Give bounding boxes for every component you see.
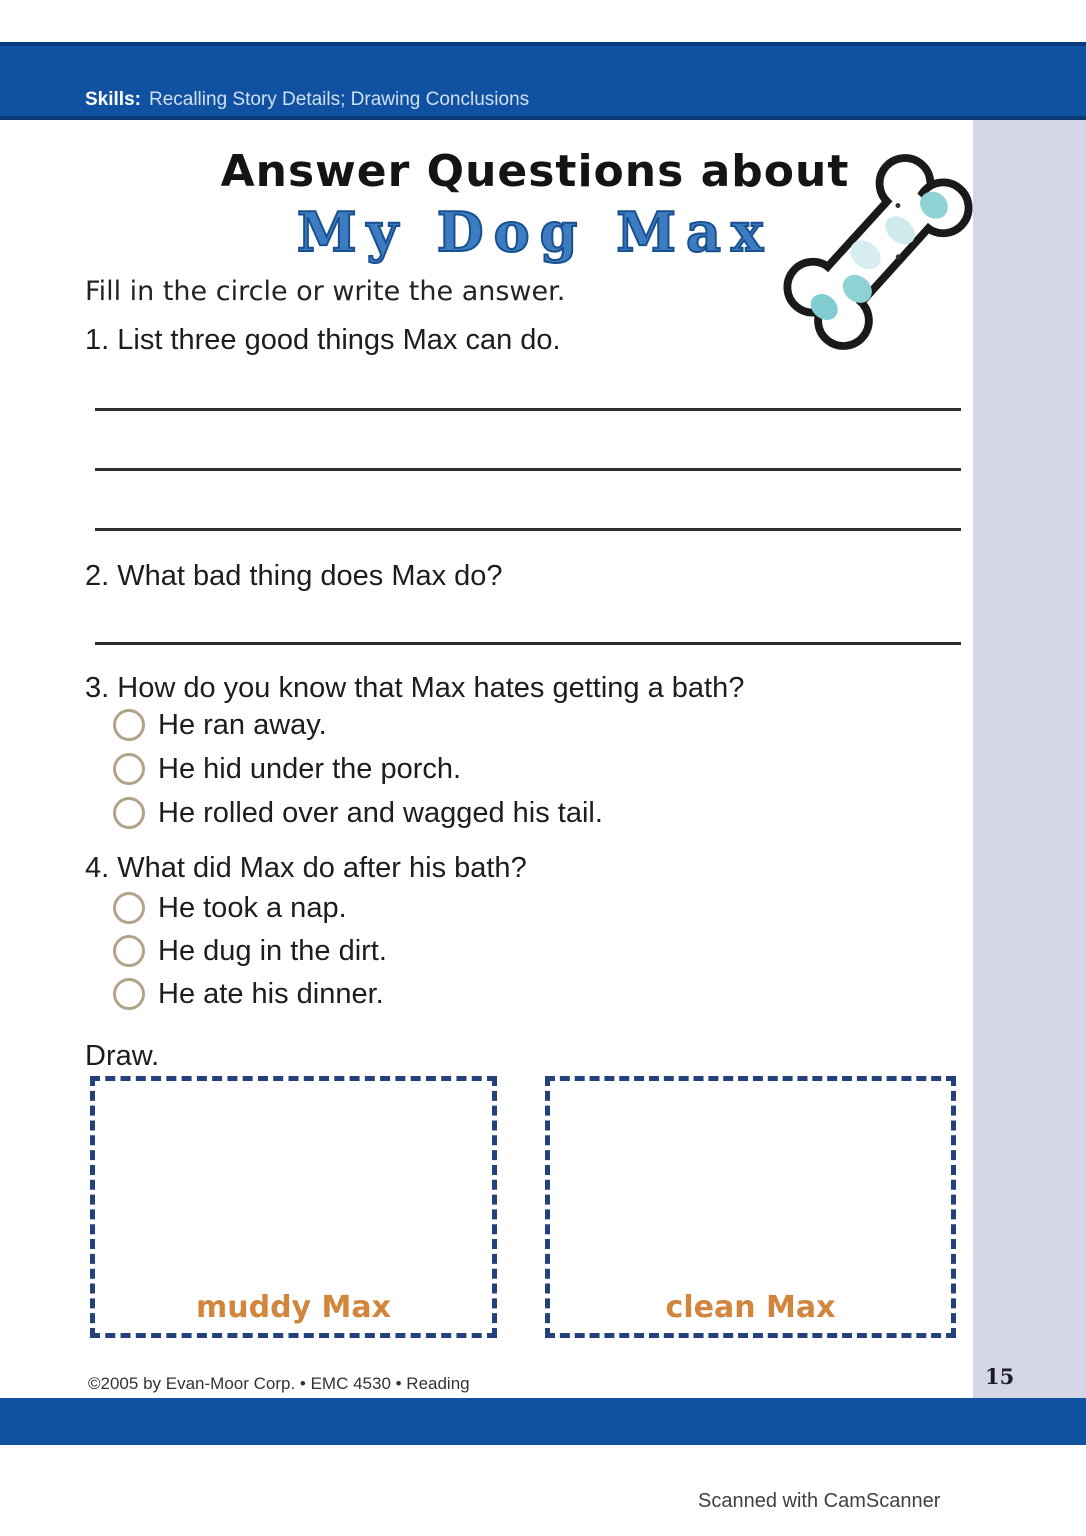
camscanner-watermark: Scanned with CamScanner [698,1490,941,1512]
q3-option-3-label: He rolled over and wagged his tail. [158,796,603,829]
question-2-number: 2. [85,560,110,592]
question-3 [85,672,744,705]
q3-option-1-radio[interactable] [113,709,145,741]
q4-option-2 [113,934,387,968]
q4-option-1-radio[interactable] [113,892,145,924]
q3-option-1-label: He ran away. [158,708,327,741]
story-title: My Dog Max [296,200,774,264]
q3-option-3 [113,796,603,830]
page-edge-strip [973,120,1086,1398]
copyright-line: ©2005 by Evan-Moor Corp. • EMC 4530 • Reading [88,1374,470,1393]
q4-option-2-radio[interactable] [113,935,145,967]
answer-line-q1-1[interactable] [95,408,961,411]
question-4-number: 4. [85,852,110,884]
draw-box-clean-caption: clean Max [665,1290,836,1325]
q3-option-2-label: He hid under the porch. [158,752,462,785]
q4-option-3-label: He ate his dinner. [158,977,384,1010]
question-4 [85,852,527,885]
question-2 [85,560,503,593]
question-4-text: What did Max do after his bath? [117,852,527,884]
q4-option-3-radio[interactable] [113,978,145,1010]
q4-option-1-label: He took a nap. [158,891,347,924]
q3-option-2-radio[interactable] [113,753,145,785]
q4-option-3 [113,977,384,1011]
answer-line-q1-2[interactable] [95,468,961,471]
q3-option-1 [113,708,327,742]
question-2-text: What bad thing does Max do? [117,560,503,592]
question-1 [85,324,561,357]
bottom-bar [0,1398,1086,1445]
page-title: Answer Questions about [220,146,850,197]
draw-box-muddy-max[interactable] [90,1076,497,1338]
draw-box-muddy-caption: muddy Max [195,1290,391,1325]
answer-line-q2-1[interactable] [95,642,961,645]
q4-option-2-label: He dug in the dirt. [158,934,387,967]
skills-header-bar [0,42,1086,120]
skills-line [85,89,529,111]
page-number: 15 [985,1364,1015,1389]
q3-option-3-radio[interactable] [113,797,145,829]
dog-bone-icon [778,140,978,355]
instructions-text: Fill in the circle or write the answer. [85,276,566,307]
skills-text: Recalling Story Details; Drawing Conclusions [148,89,530,110]
question-1-number: 1. [85,324,110,356]
q3-option-2 [113,752,461,786]
question-1-text: List three good things Max can do. [117,324,561,356]
answer-line-q1-3[interactable] [95,528,961,531]
draw-label: Draw. [85,1040,160,1072]
skills-label: Skills: [85,89,141,110]
draw-box-clean-max[interactable] [545,1076,956,1338]
question-3-number: 3. [85,672,110,704]
question-3-text: How do you know that Max hates getting a bath? [117,672,745,704]
q4-option-1 [113,891,347,925]
